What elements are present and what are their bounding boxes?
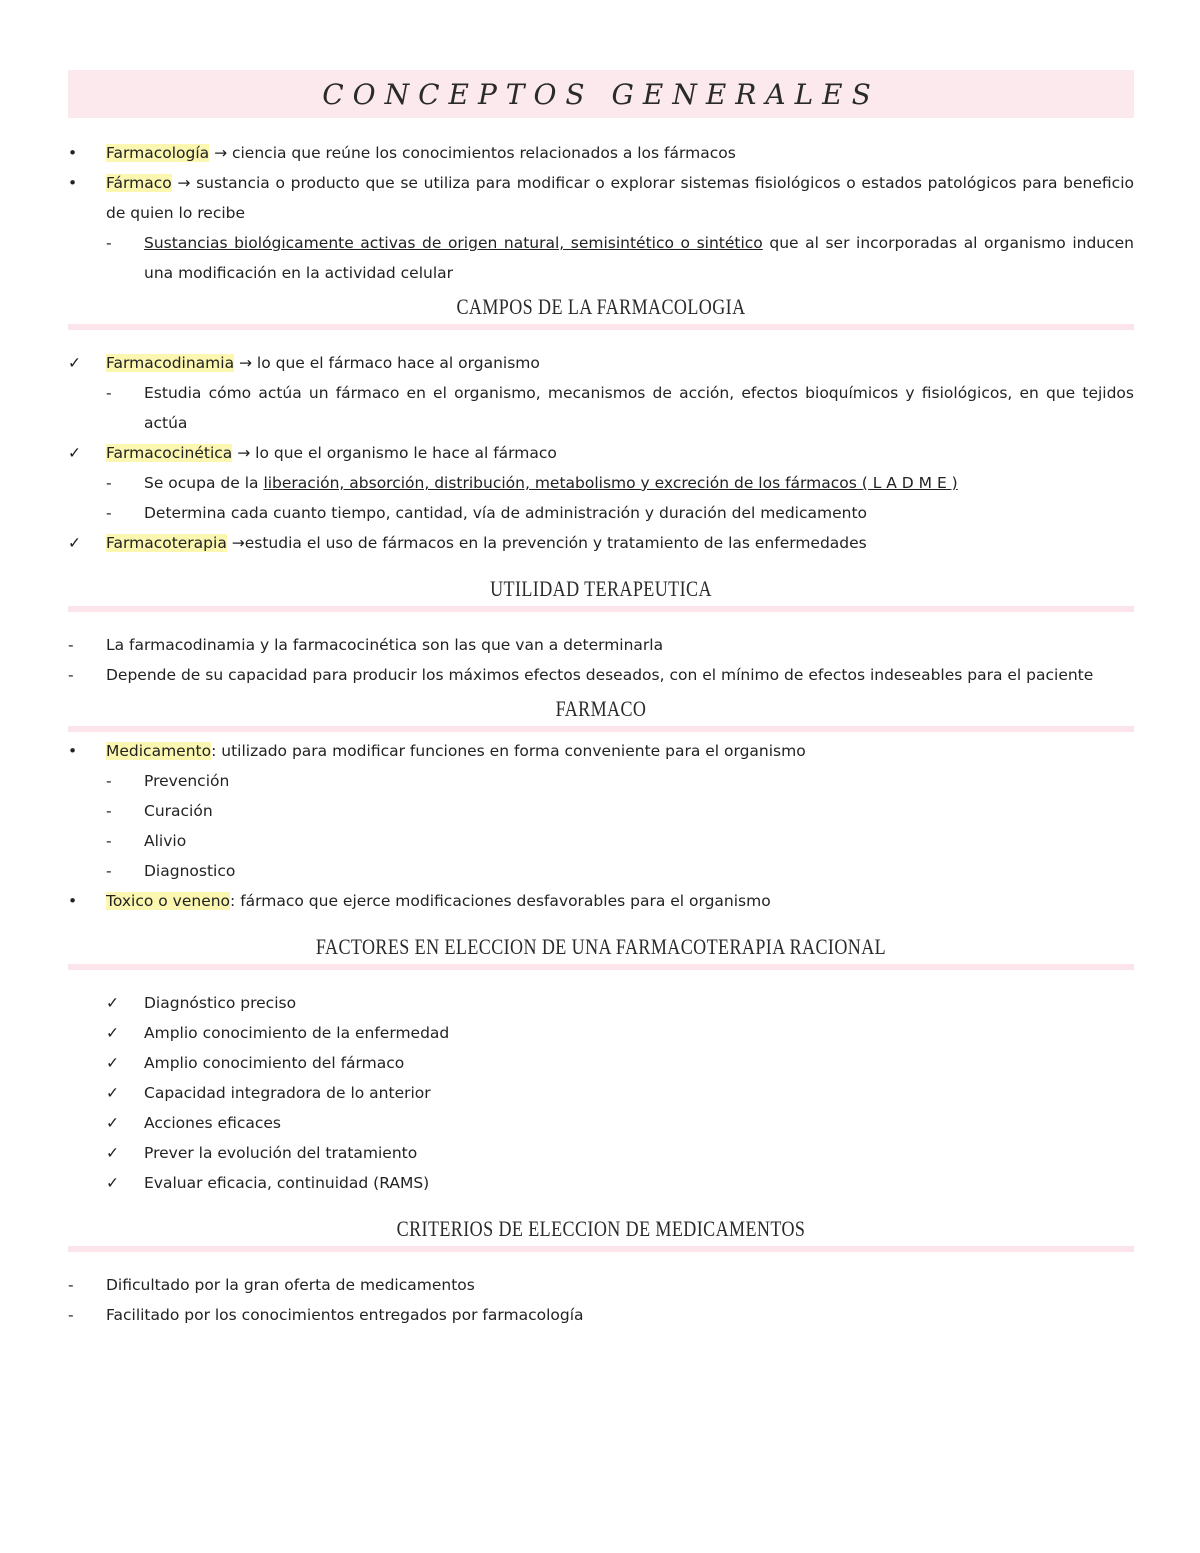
list-item: ✓ Farmacoterapia →estudia el uso de fármacos en la prevención y tratamiento de las enfermedades [68,528,1134,558]
dash-icon: - [106,802,112,820]
check-icon: ✓ [106,1024,119,1042]
check-icon: ✓ [106,1174,119,1192]
check-icon: ✓ [68,444,81,462]
term-highlight: Medicamento [106,742,212,760]
check-icon: ✓ [106,1114,119,1132]
list-item: ✓ Evaluar eficacia, continuidad (RAMS) [106,1168,1134,1198]
dash-icon: - [106,504,112,522]
sub-list-item: - Sustancias biológicamente activas de origen natural, semisintético o sintético que al ser incorporadas al organismo inducen una modificación en la actividad celular [106,228,1134,288]
dash-icon: - [106,474,112,492]
section-divider [68,324,1134,330]
term-highlight: Fármaco [106,174,172,192]
term-highlight: Farmacodinamia [106,354,235,372]
list-item: ✓ Farmacocinética → lo que el organismo le hace al fármaco [68,438,1134,468]
bullet-icon: • [68,144,78,162]
bullet-icon: • [68,174,78,192]
sub-list-item: - Prevención [106,766,1134,796]
list-item: ✓ Amplio conocimiento del fármaco [106,1048,1134,1078]
list-item: • Medicamento: utilizado para modificar funciones en forma conveniente para el organismo [68,736,1134,766]
list-item: - Depende de su capacidad para producir los máximos efectos deseados, con el mínimo de efectos indeseables para el paciente [68,660,1134,690]
bullet-icon: • [68,742,78,760]
list-item: • Fármaco → sustancia o producto que se utiliza para modificar o explorar sistemas fisiológicos o estados patológicos para beneficio de quien lo recibe [68,168,1134,228]
sub-list-item: - Alivio [106,826,1134,856]
check-icon: ✓ [106,1084,119,1102]
sub-list-item: - Diagnostico [106,856,1134,886]
section-heading-campos: CAMPOS DE LA FARMACOLOGIA [456,294,746,319]
dash-icon: - [68,1306,74,1324]
section-divider [68,726,1134,732]
dash-icon: - [106,384,112,402]
list-item: • Farmacología → ciencia que reúne los conocimientos relacionados a los fármacos [68,138,1134,168]
list-item: • Toxico o veneno: fármaco que ejerce modificaciones desfavorables para el organismo [68,886,1134,916]
list-item: ✓ Amplio conocimiento de la enfermedad [106,1018,1134,1048]
bullet-icon: • [68,892,78,910]
section-heading-criterios: CRITERIOS DE ELECCION DE MEDICAMENTOS [396,1216,806,1241]
section-divider [68,606,1134,612]
page-title: CONCEPTOS GENERALES [322,77,880,111]
dash-icon: - [106,234,112,252]
term-highlight: Farmacoterapia [106,534,227,552]
term-highlight: Toxico o veneno [106,892,231,910]
sub-list-item: - Curación [106,796,1134,826]
list-item: ✓ Acciones eficaces [106,1108,1134,1138]
check-icon: ✓ [106,994,119,1012]
dash-icon: - [68,666,74,684]
check-icon: ✓ [106,1054,119,1072]
term-highlight: Farmacocinética [106,444,233,462]
section-divider [68,964,1134,970]
sub-list-item: - Determina cada cuanto tiempo, cantidad, vía de administración y duración del medicamento [106,498,1134,528]
term-highlight: Farmacología [106,144,210,162]
list-item: ✓ Farmacodinamia → lo que el fármaco hace al organismo [68,348,1134,378]
section-divider [68,1246,1134,1252]
dash-icon: - [68,1276,74,1294]
title-band [68,70,1134,118]
check-icon: ✓ [106,1144,119,1162]
check-icon: ✓ [68,534,81,552]
dash-icon: - [106,772,112,790]
list-item: - Dificultado por la gran oferta de medicamentos [68,1270,1134,1300]
check-icon: ✓ [68,354,81,372]
list-item: - Facilitado por los conocimientos entregados por farmacología [68,1300,1134,1330]
list-item: ✓ Prever la evolución del tratamiento [106,1138,1134,1168]
list-item: - La farmacodinamia y la farmacocinética son las que van a determinarla [68,630,1134,660]
list-item: ✓ Diagnóstico preciso [106,988,1134,1018]
document-page [68,70,1134,1330]
dash-icon: - [68,636,74,654]
section-heading-utilidad: UTILIDAD TERAPEUTICA [490,576,712,601]
section-heading-factores: FACTORES EN ELECCION DE UNA FARMACOTERAPIA RACIONAL [315,934,887,959]
dash-icon: - [106,832,112,850]
list-item: ✓ Capacidad integradora de lo anterior [106,1078,1134,1108]
section-heading-farmaco: FARMACO [555,696,647,721]
dash-icon: - [106,862,112,880]
sub-list-item: - Se ocupa de la liberación, absorción, distribución, metabolismo y excreción de los fármacos ( L A D M E ) [106,468,1134,498]
sub-list-item: - Estudia cómo actúa un fármaco en el organismo, mecanismos de acción, efectos bioquímicos y fisiológicos, en que tejidos actúa [106,378,1134,438]
